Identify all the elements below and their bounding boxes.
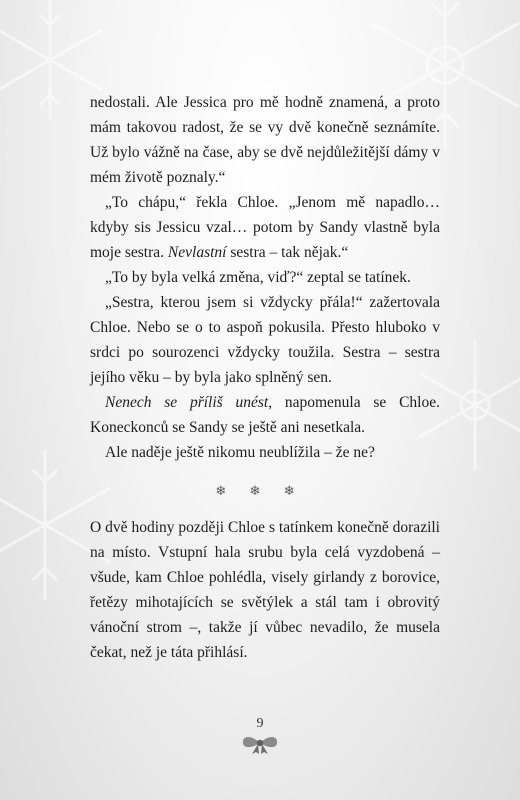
paragraph: nedostali. Ale Jessica pro mě hodně znamená, a proto mám takovou radost, že se vy dvě konečně seznámíte. Už bylo vážně na čase, aby se dvě nejdůležitější dámy v mém životě poznaly.“ [90,94,440,186]
paragraph: Nenech se příliš unést, napomenula se Chloe. Koneckonců se Sandy se ještě ani nesetkala. [90,394,440,436]
page-number: 9 [256,716,264,731]
main-text [90,90,440,465]
paragraph: „Sestra, kterou jsem si vždycky přála!“ zažertovala Chloe. Nebo se o to aspoň pokusila. Přesto hluboko v srdci po sourozenci vždycky toužila. Sestra – sestra jejího věku – by byla jako splněný sen. [90,294,440,386]
paragraph: „To by byla velká změna, viď?“ zeptal se tatínek. [105,269,411,286]
paragraph: „To chápu,“ řekla Chloe. „Jenom mě napadlo… kdyby sis Jessicu vzal… potom by Sandy vlastně byla moje sestra. Nevlastní sestra – tak nějak.“ [90,194,440,261]
paragraph: Ale naděje ještě nikomu neublížila – že ne? [105,444,375,461]
paragraph: O dvě hodiny později Chloe s tatínkem konečně dorazili na místo. Vstupní hala srubu byla celá vyzdobená – všude, kam Chloe pohlédla, visely girlandy z borovice, řetězy mihotajících se světýlek a stál tam i obrovitý vánoční strom –, takže jí vůbec nevadilo, že musela čekat, než je táta přihlásí. [90,519,440,661]
ribbon-bow-icon [240,733,280,755]
section-separator: ❄ ❄ ❄ [215,483,305,498]
